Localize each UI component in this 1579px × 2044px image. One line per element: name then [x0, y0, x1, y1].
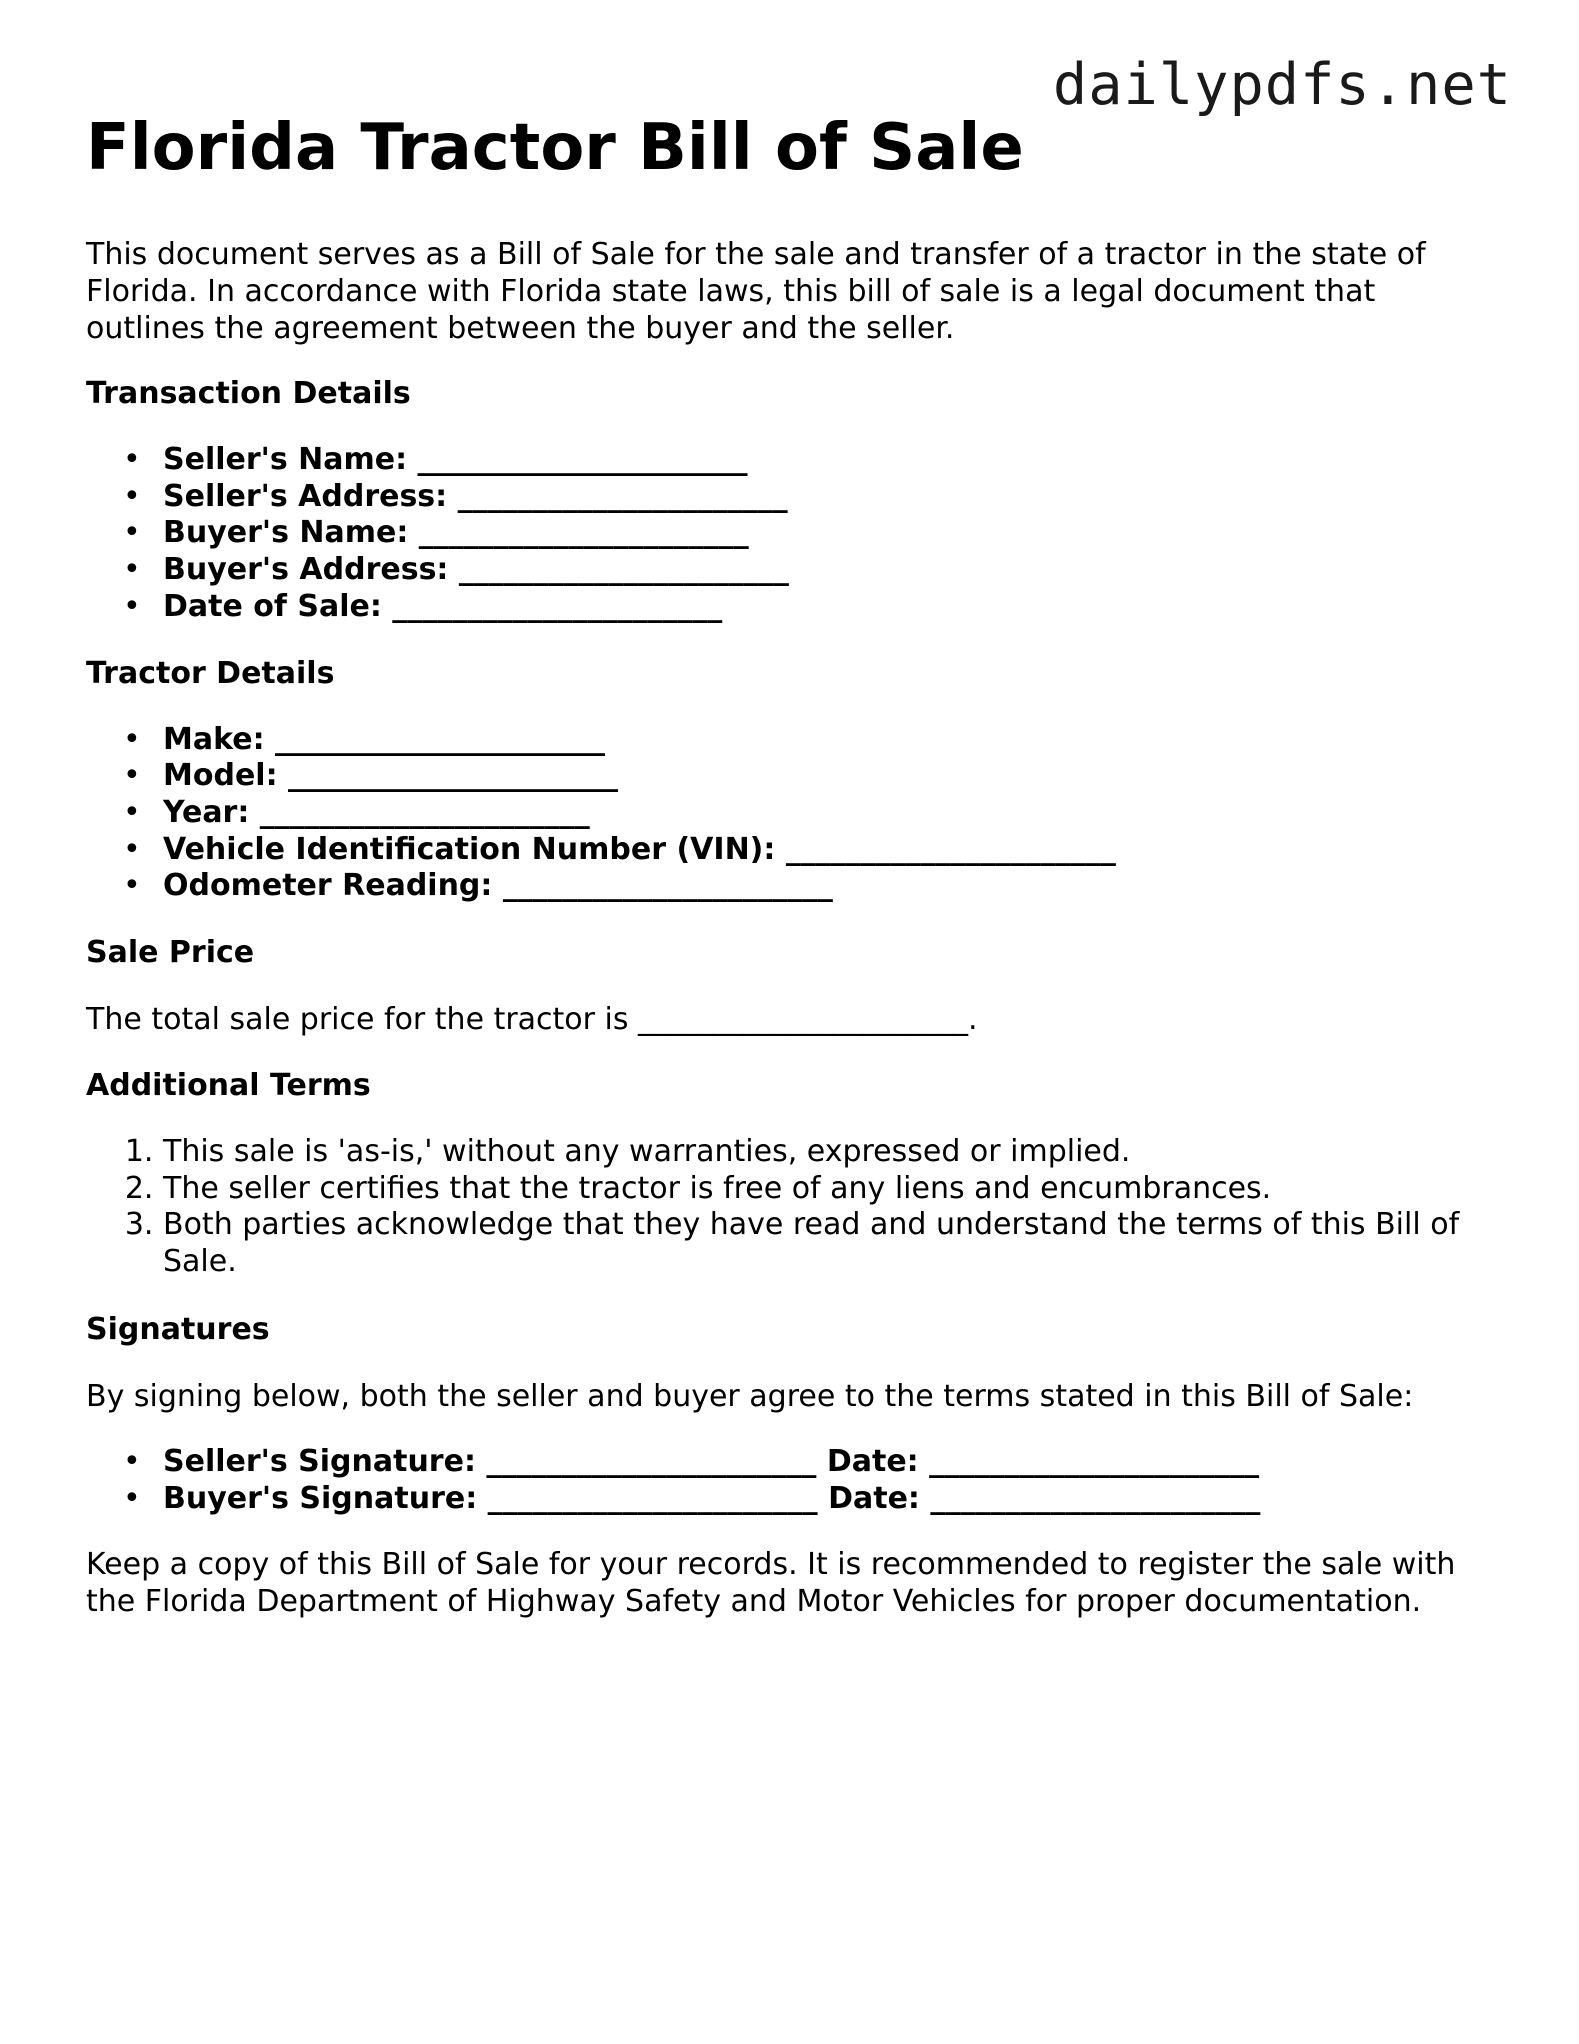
buyer-signature-line [123, 1480, 1496, 1518]
bullet-icon: • [123, 721, 141, 757]
term-item: 3. Both parties acknowledge that they have read and understand the terms of this Bill of Sale. [163, 1207, 1496, 1280]
intro-paragraph: This document serves as a Bill of Sale for the sale and transfer of a tractor in the state of Florida. In accordance with Florida state laws, this bill of sale is a legal document that outlines the agreement between the buyer and the seller. [86, 237, 1426, 346]
bullet-icon: • [123, 831, 141, 867]
additional-terms-list [86, 1134, 1496, 1281]
signatures-heading: Signatures [86, 1311, 270, 1347]
make-field [123, 721, 1496, 759]
model-field [123, 758, 1496, 795]
bullet-icon: • [123, 442, 141, 477]
closing-paragraph: Keep a copy of this Bill of Sale for your records. It is recommended to register the sale with the Florida Department of Highway Safety and Motor Vehicles for proper documentation. [86, 1547, 1456, 1620]
tractor-details-list [86, 722, 1496, 906]
field-label: Odometer Reading: ______________________ [163, 868, 833, 904]
bullet-icon: • [123, 515, 141, 551]
bullet-icon: • [123, 1443, 141, 1479]
signature-label: Buyer's Signature: ______________________ Date: ______________________ [163, 1480, 1261, 1516]
term-item: 1. This sale is 'as-is,' without any warranties, expressed or implied. [163, 1134, 1496, 1171]
buyer-name-field [123, 515, 1496, 552]
watermark: dailypdfs.net [1052, 52, 1512, 118]
additional-terms-heading: Additional Terms [86, 1068, 371, 1104]
tractor-details-heading: Tractor Details [86, 655, 335, 691]
document-page [86, 108, 1496, 1620]
bullet-icon: • [123, 758, 141, 794]
transaction-details-heading: Transaction Details [86, 376, 411, 411]
field-label: Seller's Name: ______________________ [163, 442, 748, 477]
field-label: Year: ______________________ [163, 794, 590, 830]
sale-price-heading: Sale Price [86, 935, 255, 971]
field-label: Vehicle Identification Number (VIN): ______________________ [163, 831, 1116, 867]
transaction-details-list [86, 442, 1496, 626]
seller-name-field [123, 442, 1496, 479]
year-field [123, 794, 1496, 832]
signature-label: Seller's Signature: ______________________ Date: ______________________ [163, 1443, 1260, 1479]
bullet-icon: • [123, 588, 141, 624]
field-label: Date of Sale: ______________________ [163, 588, 723, 624]
document-title: Florida Tractor Bill of Sale [86, 111, 1024, 185]
bullet-icon: • [123, 478, 141, 514]
bullet-icon: • [123, 1480, 141, 1516]
sale-price-paragraph: The total sale price for the tractor is ______________________. [86, 1002, 978, 1038]
field-label: Seller's Address: ______________________ [163, 478, 788, 514]
field-label: Buyer's Address: ______________________ [163, 552, 789, 588]
bullet-icon: • [123, 868, 141, 904]
seller-address-field [123, 478, 1496, 516]
bullet-icon: • [123, 552, 141, 588]
buyer-address-field [123, 552, 1496, 589]
signature-list [86, 1444, 1496, 1517]
field-label: Buyer's Name: ______________________ [163, 515, 749, 551]
field-label: Make: ______________________ [163, 721, 606, 757]
date-of-sale-field [123, 588, 1496, 626]
vin-field [123, 831, 1496, 869]
signatures-paragraph: By signing below, both the seller and buyer agree to the terms stated in this Bill of Sale: [86, 1378, 1414, 1414]
field-label: Model: ______________________ [163, 758, 619, 794]
seller-signature-line [123, 1443, 1496, 1481]
term-item: 2. The seller certifies that the tractor is free of any liens and encumbrances. [163, 1171, 1496, 1208]
odometer-field [123, 868, 1496, 905]
bullet-icon: • [123, 794, 141, 830]
